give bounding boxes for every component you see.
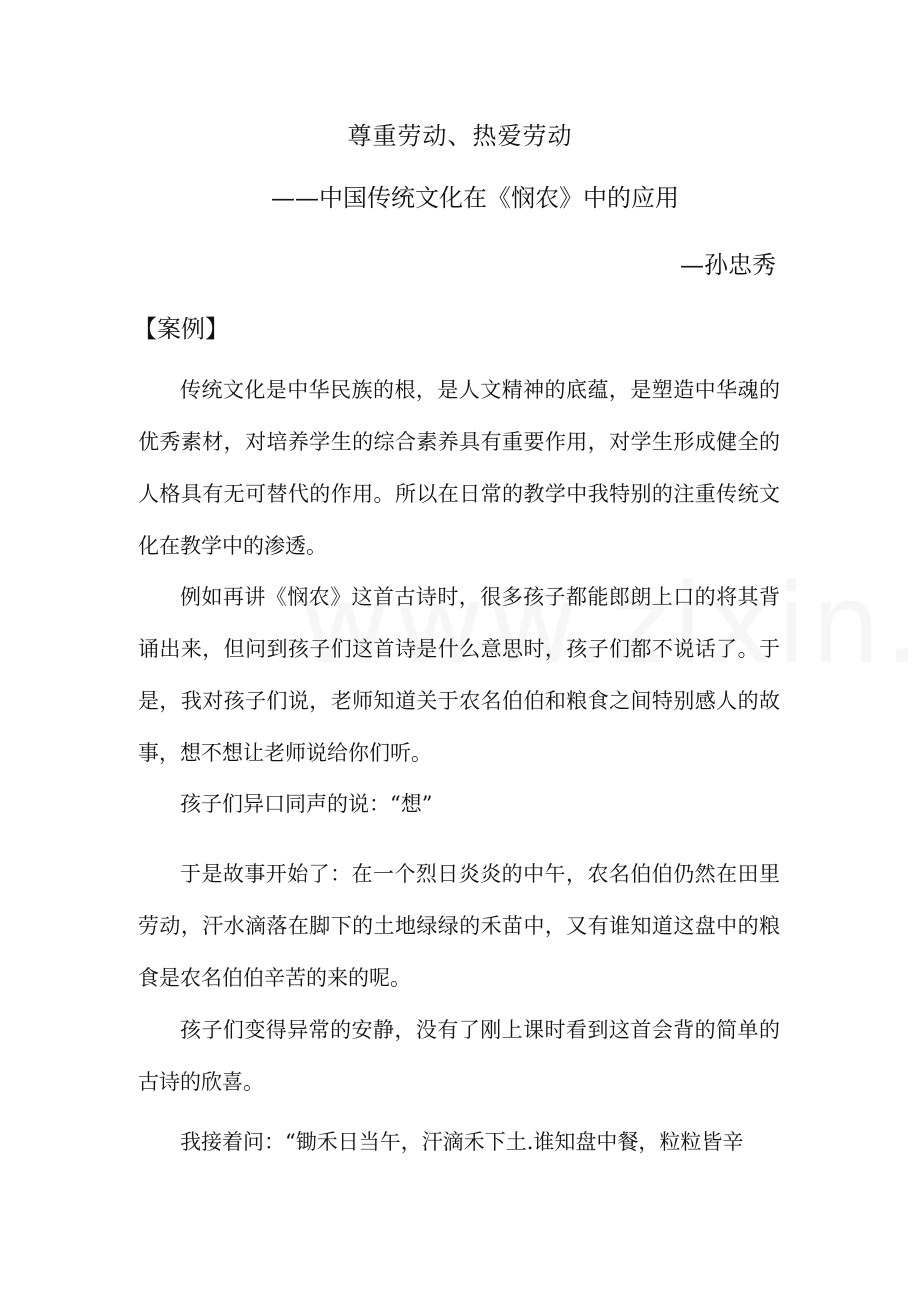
paragraph: 孩子们变得异常的安静，没有了刚上课时看到这首会背的简单的古诗的欣喜。: [138, 1018, 780, 1094]
document-subtitle: ——中国传统文化在《悯农》中的应用: [271, 184, 679, 212]
paragraph: 孩子们异口同声的说：“想”: [180, 792, 433, 816]
paragraph: 传统文化是中华民族的根，是人文精神的底蕴，是塑造中华魂的优秀素材，对培养学生的综合素养具有重要作用，对学生形成健全的人格具有无可替代的作用。所以在日常的教学中我特别的注重传统文化在教学中的渗透。: [138, 378, 780, 558]
document-title: 尊重劳动、热爱劳动: [347, 122, 573, 150]
document-author: —孙忠秀: [680, 251, 776, 279]
section-label-case: 【案例】: [133, 315, 229, 343]
paragraph: 例如再讲《悯农》这首古诗时，很多孩子都能郎朗上口的将其背诵出来，但问到孩子们这首诗是什么意思时，孩子们都不说话了。于是，我对孩子们说，老师知道关于农名伯伯和粮食之间特别感人的故事，想不想让老师说给你们听。: [138, 585, 780, 765]
paragraph: 于是故事开始了：在一个烈日炎炎的中午，农名伯伯仍然在田里劳动，汗水滴落在脚下的土地绿绿的禾苗中，又有谁知道这盘中的粮食是农名伯伯辛苦的来的呢。: [138, 862, 780, 990]
paragraph: 我接着问：“锄禾日当午，汗滴禾下土.谁知盘中餐，粒粒皆辛: [180, 1130, 744, 1154]
